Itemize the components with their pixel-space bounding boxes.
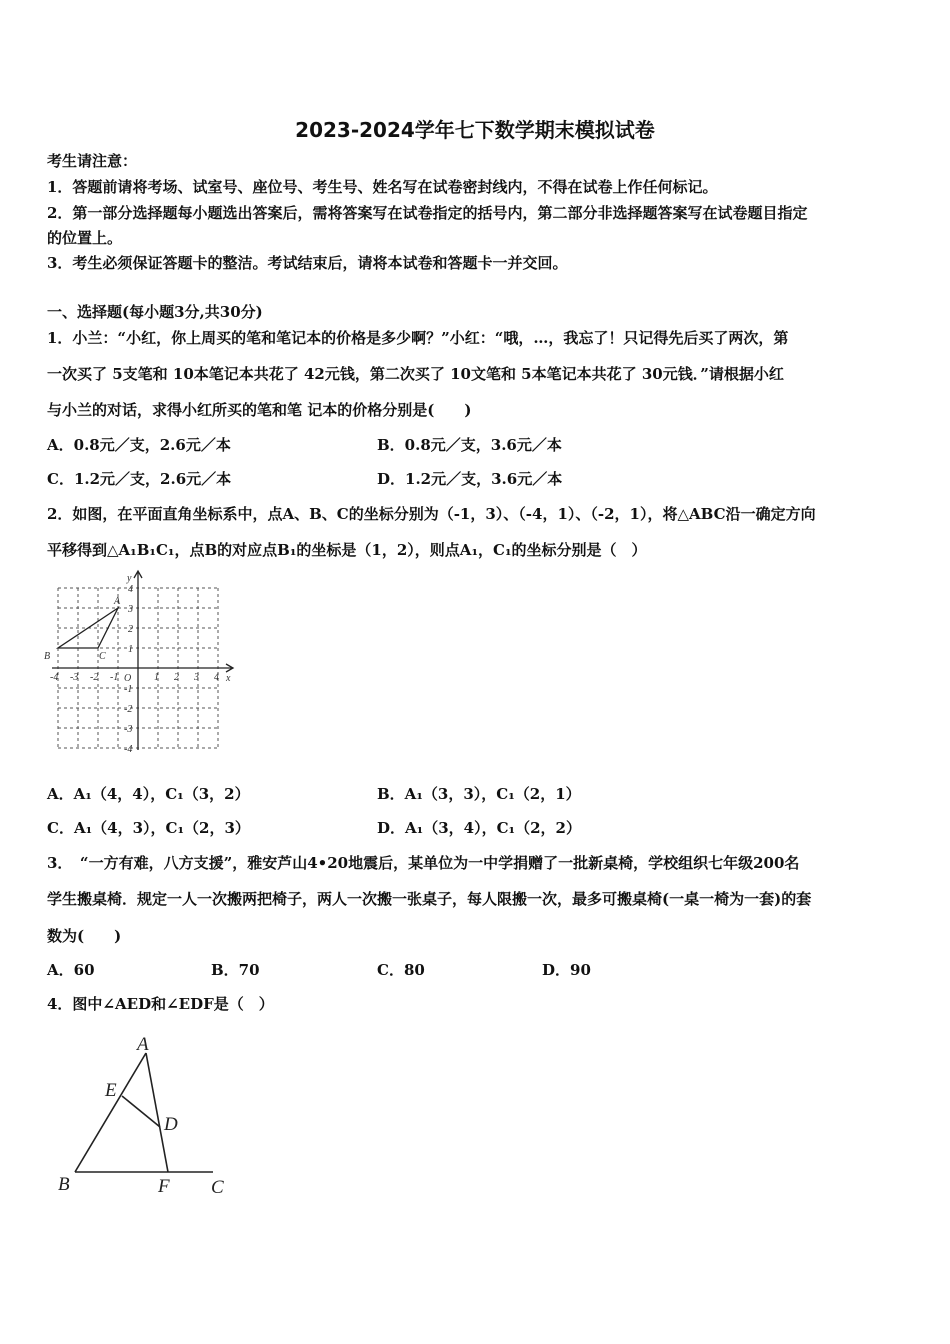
q4-text: 4．图中∠AED和∠EDF是（ ） bbox=[47, 995, 274, 1013]
point-d-label: D bbox=[164, 1114, 178, 1135]
q3-option-b: B．70 bbox=[211, 961, 260, 979]
y-tick: 4 bbox=[128, 584, 133, 595]
q1-text: 一次买了 5支笔和 10本笔记本共花了 42元钱，第二次买了 10文笔和 5本笔记本共花了 30元钱．”请根据小红 bbox=[47, 365, 784, 383]
y-tick: 2 bbox=[128, 624, 133, 635]
x-tick: -4 bbox=[50, 672, 59, 683]
y-axis-label: y bbox=[127, 573, 132, 584]
section-heading: 一、选择题(每小题3分,共30分) bbox=[47, 303, 263, 321]
y-tick: 1 bbox=[128, 644, 133, 655]
notice-line: 2．第一部分选择题每小题选出答案后，需将答案写在试卷指定的括号内，第二部分非选择题答案写在试卷题目指定 bbox=[47, 204, 808, 222]
x-tick: -2 bbox=[90, 672, 99, 683]
point-a-label: A bbox=[114, 596, 121, 607]
q1-text: 与小兰的对话，求得小红所买的笔和笔 记本的价格分别是( ) bbox=[47, 401, 472, 419]
q3-text: 3． “一方有难，八方支援”，雅安芦山4•20地震后，某单位为一中学捐赠了一批新桌椅，学校组织七年级200名 bbox=[47, 854, 800, 872]
q1-option-c: C．1.2元／支，2.6元／本 bbox=[47, 470, 232, 488]
q1-text: 1．小兰：“小红，你上周买的笔和笔记本的价格是多少啊？”小红：“哦，…，我忘了！只记得先后买了两次，第 bbox=[47, 329, 789, 347]
q3-option-a: A．60 bbox=[47, 961, 95, 979]
point-f-label: F bbox=[158, 1176, 170, 1197]
point-b-label: B bbox=[58, 1174, 70, 1195]
point-c-label: C bbox=[211, 1177, 224, 1198]
q4-triangle-figure bbox=[40, 1025, 260, 1205]
q1-option-a: A．0.8元／支，2.6元／本 bbox=[47, 436, 231, 454]
q3-option-d: D．90 bbox=[542, 961, 591, 979]
notice-line: 的位置上。 bbox=[47, 229, 123, 247]
y-tick: -4 bbox=[124, 744, 133, 755]
origin-label: O bbox=[124, 673, 132, 684]
y-tick: -3 bbox=[124, 724, 133, 735]
x-tick: -3 bbox=[70, 672, 79, 683]
x-tick: -1 bbox=[110, 672, 119, 683]
y-tick: 3 bbox=[128, 604, 133, 615]
q2-option-b: B．A₁（3，3），C₁（2，1） bbox=[377, 785, 581, 803]
q2-option-a: A．A₁（4，4），C₁（3，2） bbox=[47, 785, 250, 803]
q2-coordinate-figure bbox=[40, 565, 250, 760]
y-tick: -2 bbox=[124, 704, 133, 715]
point-b-label: B bbox=[44, 651, 51, 662]
q2-option-d: D．A₁（3，4），C₁（2，2） bbox=[377, 819, 581, 837]
q3-text: 学生搬桌椅．规定一人一次搬两把椅子，两人一次搬一张桌子，每人限搬一次，最多可搬桌椅(一桌一椅为一套)的套 bbox=[47, 890, 812, 908]
q1-option-b: B．0.8元／支，3.6元／本 bbox=[377, 436, 562, 454]
notice-heading: 考生请注意： bbox=[47, 152, 138, 170]
x-tick: 2 bbox=[174, 672, 179, 683]
y-tick: -1 bbox=[124, 684, 133, 695]
x-axis-label: x bbox=[226, 673, 231, 684]
point-a-label: A bbox=[137, 1034, 149, 1055]
point-e-label: E bbox=[105, 1080, 117, 1101]
q3-text: 数为( ) bbox=[47, 927, 122, 945]
notice-line: 3．考生必须保证答题卡的整洁。考试结束后，请将本试卷和答题卡一并交回。 bbox=[47, 254, 568, 272]
x-tick: 3 bbox=[194, 672, 199, 683]
x-tick: 4 bbox=[214, 672, 219, 683]
q2-option-c: C．A₁（4，3），C₁（2，3） bbox=[47, 819, 250, 837]
q1-option-d: D．1.2元／支，3.6元／本 bbox=[377, 470, 563, 488]
page-title: 2023-2024学年七下数学期末模拟试卷 bbox=[295, 118, 655, 142]
q2-text: 平移得到△A₁B₁C₁，点B的对应点B₁的坐标是（1，2），则点A₁，C₁的坐标分别是（ ） bbox=[47, 541, 647, 559]
q3-option-c: C．80 bbox=[377, 961, 425, 979]
q2-text: 2．如图，在平面直角坐标系中，点A、B、C的坐标分别为（-1，3）、（-4，1）、（-2，1），将△ABC沿一确定方向 bbox=[47, 505, 816, 523]
notice-line: 1．答题前请将考场、试室号、座位号、考生号、姓名写在试卷密封线内，不得在试卷上作任何标记。 bbox=[47, 178, 718, 196]
x-tick: 1 bbox=[154, 672, 159, 683]
point-c-label: C bbox=[99, 651, 106, 662]
